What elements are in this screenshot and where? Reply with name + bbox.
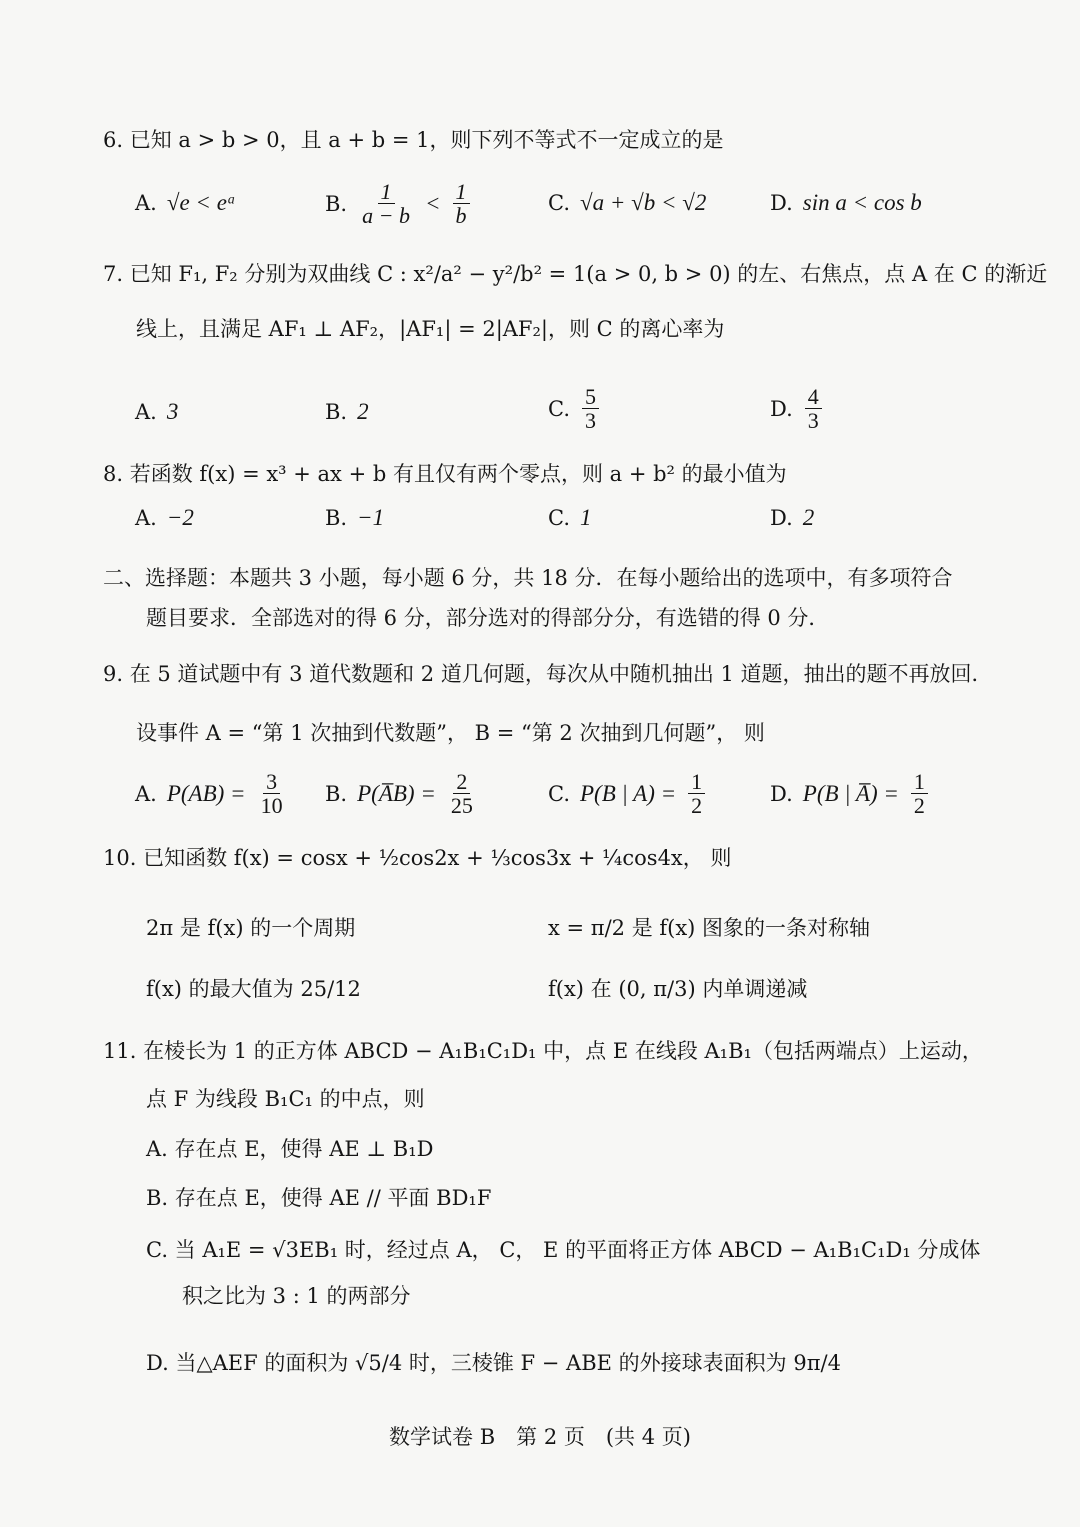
q9-line2: 设事件 A = “第 1 次抽到代数题”， B = “第 2 次抽到几何题”， 则	[136, 721, 765, 745]
q7-option-a	[135, 399, 178, 425]
q6-option-b	[325, 180, 472, 227]
operator: <	[424, 190, 441, 216]
denominator: a − b	[362, 203, 410, 229]
q6-stem: 6. 已知 a > b > 0，且 a + b = 1，则下列不等式不一定成立的是	[103, 128, 724, 152]
q7-option-d	[770, 385, 824, 432]
option-label: C.	[548, 191, 570, 215]
numerator: 3	[263, 770, 280, 794]
option-label: D.	[770, 781, 793, 806]
q7-line1: 7. 已知 F₁, F₂ 分别为双曲线 C : x²/a² − y²/b² = 1(a > 0, b > 0) 的左、右焦点，点 A 在 C 的渐近	[103, 262, 1048, 286]
q9-option-b	[325, 770, 478, 817]
q9-option-c	[548, 770, 707, 817]
denominator: 2	[691, 793, 703, 819]
option-expr: −1	[357, 505, 385, 530]
q6-option-c	[548, 190, 706, 216]
option-label: A.	[135, 191, 157, 215]
denominator: b	[455, 203, 467, 229]
q8-option-a	[135, 505, 194, 531]
option-expr: 2	[802, 505, 815, 530]
fraction	[805, 385, 822, 432]
section2-line2: 题目要求．全部选对的得 6 分，部分选对的得部分分，有选错的得 0 分．	[146, 606, 830, 630]
fraction	[258, 770, 286, 817]
option-label: D.	[770, 191, 793, 215]
q8-option-d	[770, 505, 814, 531]
q7-options	[0, 385, 1080, 445]
q8-options	[0, 505, 1080, 535]
numerator: 5	[582, 385, 599, 409]
q11-line1: 11. 在棱长为 1 的正方体 ABCD − A₁B₁C₁D₁ 中，点 E 在线段 A₁B₁（包括两端点）上运动，	[103, 1039, 983, 1063]
option-expr: √e < eᵃ	[166, 190, 237, 215]
page-footer: 数学试卷 B 第 2 页 (共 4 页)	[389, 1425, 691, 1449]
q11-option-b: B. 存在点 E，使得 AE // 平面 BD₁F	[146, 1186, 492, 1210]
q8-stem: 8. 若函数 f(x) = x³ + ax + b 有且仅有两个零点，则 a + b² 的最小值为	[103, 462, 787, 486]
option-label: B.	[325, 191, 348, 216]
option-label: B.	[325, 506, 348, 530]
numerator: 1	[911, 770, 928, 794]
option-label: A.	[135, 506, 157, 530]
q10-stem: 10. 已知函数 f(x) = cosx + ½cos2x + ⅓cos3x + ¼cos4x， 则	[103, 846, 732, 870]
option-expr: P(A̅B) =	[357, 780, 436, 806]
fraction	[453, 180, 470, 227]
q9-options	[0, 770, 1080, 830]
q10-option-a: 2π 是 f(x) 的一个周期	[146, 916, 356, 940]
numerator: 1	[453, 180, 470, 204]
q8-option-c	[548, 505, 592, 531]
option-expr: P(B | A) =	[580, 780, 677, 806]
fraction	[582, 385, 599, 432]
option-label: B.	[325, 400, 348, 424]
q6-option-a	[135, 190, 236, 216]
option-expr: 2	[357, 399, 369, 424]
numerator: 4	[805, 385, 822, 409]
q11-option-c-line1: C. 当 A₁E = √3EB₁ 时，经过点 A， C， E 的平面将正方体 ABCD − A₁B₁C₁D₁ 分成体	[146, 1238, 981, 1262]
option-expr: sin a < cos b	[802, 190, 922, 215]
fraction	[448, 770, 476, 817]
option-expr: 3	[166, 399, 179, 424]
option-expr: 1	[580, 505, 592, 530]
q7-line2: 线上，且满足 AF₁ ⊥ AF₂，|AF₁| = 2|AF₂|，则 C 的离心率为	[136, 317, 725, 341]
option-expr: −2	[166, 505, 194, 530]
q9-option-d	[770, 770, 930, 817]
fraction	[911, 770, 928, 817]
q6-option-d	[770, 190, 922, 216]
q9-line1: 9. 在 5 道试题中有 3 道代数题和 2 道几何题，每次从中随机抽出 1 道题，抽出的题不再放回．	[103, 662, 993, 686]
option-label: C.	[548, 781, 570, 806]
option-label: D.	[770, 506, 793, 530]
section2-line1: 二、选择题：本题共 3 小题，每小题 6 分，共 18 分．在每小题给出的选项中，有多项符合	[103, 566, 953, 590]
q11-option-a: A. 存在点 E，使得 AE ⊥ B₁D	[146, 1137, 434, 1161]
numerator: 1	[378, 180, 395, 204]
option-label: B.	[325, 781, 348, 806]
q11-option-c-line2: 积之比为 3 : 1 的两部分	[182, 1284, 411, 1308]
option-label: A.	[135, 400, 157, 424]
fraction	[688, 770, 705, 817]
numerator: 1	[688, 770, 705, 794]
q10-option-d: f(x) 在 (0, π/3) 内单调递减	[548, 977, 808, 1001]
option-label: D.	[770, 396, 793, 421]
numerator: 2	[453, 770, 470, 794]
option-label: A.	[135, 781, 157, 806]
q10-option-b: x = π/2 是 f(x) 图象的一条对称轴	[548, 916, 871, 940]
option-label: C.	[548, 506, 570, 530]
q11-option-d: D. 当△AEF 的面积为 √5/4 时，三棱锥 F − ABE 的外接球表面积为 9π/4	[146, 1351, 841, 1375]
q7-option-b	[325, 399, 369, 425]
q7-option-c	[548, 385, 601, 432]
q6-options	[0, 180, 1080, 240]
q8-option-b	[325, 505, 384, 531]
denominator: 25	[450, 793, 473, 819]
option-expr: √a + √b < √2	[580, 190, 707, 215]
q11-line2: 点 F 为线段 B₁C₁ 的中点，则	[146, 1087, 425, 1111]
denominator: 10	[260, 793, 283, 819]
option-label: C.	[548, 396, 570, 421]
denominator: 3	[807, 408, 819, 434]
q9-option-a	[135, 770, 288, 817]
denominator: 2	[913, 793, 925, 819]
q10-option-c: f(x) 的最大值为 25/12	[146, 977, 361, 1001]
denominator: 3	[585, 408, 596, 434]
fraction	[359, 180, 413, 227]
option-expr: P(AB) =	[166, 780, 246, 806]
option-expr: P(B | A̅) =	[802, 780, 899, 806]
